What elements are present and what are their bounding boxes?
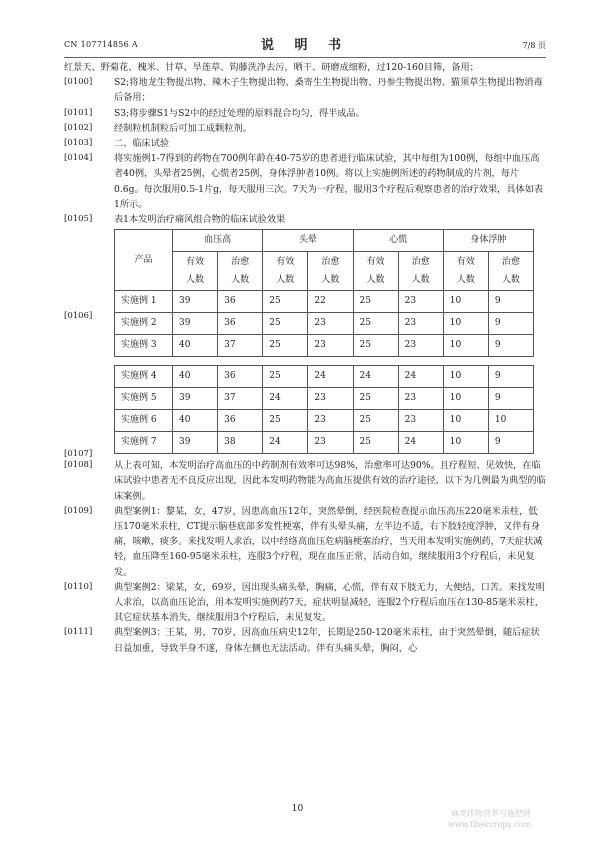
table-cell: 39 [173,432,218,454]
table-cell: 24 [263,432,308,454]
paragraph-text: 典型案例2：梁某，女，69岁，因出现头痛头晕，胸痛，心慌，伴有双下肢无力，大便结，口苦。来找发明人求治，以高血压论治，用本发明实施例药7天，症状明显减轻，连服2个疗程后血压在130-85毫米汞柱，其它症状基本消失，继续服用3个疗程后，未见复发。 [114,581,545,624]
table-cell: 9 [488,366,533,388]
row-label: 实施例 5 [115,388,173,410]
paragraph-text: 将实施例1-7得到的药物在700例年龄在40-75岁的患者进行临床试验，其中每组为100例，每组中血压高者40例，头晕者25例，心慌者25例，身体浮肿者10例。将以上实施例所述的药物制成的片剂，每片0.6g。每次服用0.5-1片g，每天服用三次。7天为一疗程，服用3个疗程后观察患者的治疗效果，具体如表1所示。 [114,153,544,210]
table-cell: 36 [218,291,263,313]
paragraph [64,580,546,626]
paragraphs-bottom [64,458,546,656]
watermark [448,808,531,830]
patent-number: CN 107714856 A [64,40,138,49]
document-title: 说 明 书 [260,38,350,53]
subheader-line: 有效 [186,257,205,268]
paragraph [64,75,546,105]
table-cell: 10 [443,410,488,432]
table-cell: 9 [488,388,533,410]
table-row [115,366,534,388]
row-label: 实施例 7 [115,432,173,454]
page-indicator: 7/8 页 [522,41,546,50]
subheader-cell [488,252,533,291]
table-cell: 25 [263,335,308,357]
table-cell: 25 [353,432,398,454]
paragraph-number: [0105] [64,214,93,225]
table-cell: 23 [308,388,353,410]
subheader-cell [398,252,443,291]
subheader-cell [263,252,308,291]
group-header: 血压高 [173,230,263,252]
paragraph-number: [0103] [64,138,93,149]
subheader-line: 有效 [456,257,475,268]
table-group-header-row [115,230,534,252]
table-row [115,432,534,454]
table-cell: 39 [173,291,218,313]
table-cell: 10 [443,313,488,335]
paragraph [64,212,546,227]
subheader-cell [308,252,353,291]
row-label: 实施例 1 [115,291,173,313]
row-label: 实施例 4 [115,366,173,388]
paragraph-number: [0102] [64,122,93,133]
table-cell: 37 [218,388,263,410]
table-cell: 40 [173,366,218,388]
table-cell: 25 [263,291,308,313]
paragraph-number: [0111] [64,627,93,638]
table-cell: 36 [218,410,263,432]
table-cell: 9 [488,335,533,357]
paragraph [64,121,546,136]
row-label: 实施例 3 [115,335,173,357]
table-cell: 9 [488,291,533,313]
paragraph-text: 从上表可知，本发明治疗高血压的中药制剂有效率可达98%，治愈率可达90%。且疗程短、见效快，在临床试验中患者无不良反应出现，因此本发明药物能为高血压提供有效的治疗途径，以下为几例最为典型的临床案例。 [114,460,546,502]
paragraph-number: [0100] [64,77,93,88]
table-cell: 22 [308,291,353,313]
subheader-line: 人数 [186,275,205,286]
subheader-line: 治愈 [231,257,250,268]
table-cell: 23 [308,335,353,357]
group-header: 头晕 [263,230,353,252]
product-column-header: 产品 [115,230,173,291]
table-cell: 39 [173,388,218,410]
table-cell: 24 [398,432,443,454]
table-cell: 36 [218,366,263,388]
table-cell: 23 [398,388,443,410]
results-table-section [64,229,546,460]
paragraphs-top [64,60,546,227]
paragraph-text: 经制粒机制粒后可加工成颗粒剂。 [114,122,252,134]
subheader-line: 人数 [231,275,250,286]
paragraph [64,151,546,212]
row-label: 实施例 2 [115,313,173,335]
subheader-line: 治愈 [411,257,430,268]
table-cell: 10 [443,291,488,313]
table-cell: 36 [218,313,263,335]
table-cell: 10 [488,410,533,432]
table-cell: 23 [308,432,353,454]
group-header: 心慌 [353,230,443,252]
paragraph [64,625,546,655]
document-body [64,60,546,656]
table-row [115,335,534,357]
clinical-results-table-2 [114,365,534,454]
subheader-line: 人数 [411,275,430,286]
subheader-line: 人数 [276,275,295,286]
table-cell: 23 [308,313,353,335]
paragraph-number: [0101] [64,107,93,118]
subheader-line: 人数 [456,275,475,286]
page-number: 10 [291,804,304,814]
paragraph-number: [0110] [64,581,93,592]
table-cell: 24 [263,388,308,410]
table-cell: 25 [263,410,308,432]
subheader-line: 人数 [366,275,385,286]
table-cell: 25 [353,335,398,357]
table-cell: 24 [398,366,443,388]
paragraph [64,136,546,151]
subheader-line: 有效 [366,257,385,268]
table-row [115,291,534,313]
paragraph [64,60,546,75]
watermark-text: 麻类作物营养与施肥网 [450,809,531,818]
subheader-cell [173,252,218,291]
group-header: 身体浮肿 [443,230,533,252]
table-cell: 39 [173,313,218,335]
table-cell: 37 [218,335,263,357]
clinical-results-table-1 [114,229,534,357]
table-row [115,313,534,335]
paragraph-text: 典型案例3：王某，男，70岁，因高血压病史12年，长期是250-120毫米汞柱，由于突然晕倒，随后症状日益加重，导致半身不遂，身体左侧也无法活动。伴有头痛头晕，胸闷，心 [114,627,540,654]
table-cell: 23 [398,313,443,335]
paragraph [64,458,546,504]
page-header [64,28,546,58]
table-cell: 23 [308,410,353,432]
table-cell: 25 [353,291,398,313]
subheader-line: 有效 [276,257,295,268]
subheader-cell [443,252,488,291]
paragraph-number: [0108] [64,460,93,471]
table-row [115,388,534,410]
table-cell: 38 [218,432,263,454]
table-cell: 9 [488,313,533,335]
subheader-cell [353,252,398,291]
table-cell: 10 [443,335,488,357]
table-cell: 23 [398,291,443,313]
subheader-line: 治愈 [321,257,340,268]
table-subheader-row [115,252,534,291]
paragraph [64,106,546,121]
subheader-cell [218,252,263,291]
table-cell: 24 [353,366,398,388]
table-cell: 40 [173,335,218,357]
paragraph-text: 典型案例1：黎某，女，47岁，因患高血压12年，突然晕倒，经医院检查提示血压高压220毫米汞柱，低压170毫米汞柱，CT提示脑巷底部多发性梗塞，伴有头晕头痛，左半边不适，右下肢轻度浮肿，又伴有身痛，咳嗽，痰多。来找发明人求治，以中经络高血压危病脑梗塞治疗，当天用本发明实施例药，7天症状减轻，血压降至160-95毫米汞柱，连服3个疗程，现在血压正常，活动自如，继续服用3个疗程后，未见复发。 [114,505,543,578]
table-cell: 40 [173,410,218,432]
table-cell: 25 [263,366,308,388]
paragraph-number: [0104] [64,153,93,164]
table-paragraph-number: [0107] [64,449,93,460]
table-cell: 25 [353,410,398,432]
paragraph-text: 二、临床试验 [114,138,170,150]
paragraph-text: S3;将步骤S1与S2中的经过处理的原料混合均匀，得半成品。 [114,107,365,119]
table-cell: 23 [398,335,443,357]
subheader-line: 人数 [501,275,520,286]
table-cell: 24 [308,366,353,388]
table-cell: 9 [488,432,533,454]
table-cell: 25 [263,313,308,335]
table-cell: 10 [443,366,488,388]
table-cell: 25 [353,313,398,335]
table-row [115,410,534,432]
subheader-line: 人数 [321,275,340,286]
table-paragraph-number: [0106] [64,311,93,322]
watermark-url: www.fibercrops.com [448,820,531,829]
paragraph-number: [0109] [64,505,93,516]
row-label: 实施例 6 [115,410,173,432]
table-cell: 23 [398,410,443,432]
paragraph [64,504,546,580]
paragraph-text: S2;将地龙生物提出物、辣木子生物提出物、桑寄生生物提出物、丹参生物提出物、猫须草生物提出物消毒后备用； [114,77,543,104]
paragraph-text: 红景天、野菊花、槐米、甘草、旱莲草、钩藤洗净去污，晒干、研磨成细粉，过120-160目筛，备用； [64,62,479,73]
table-cell: 25 [353,388,398,410]
subheader-line: 治愈 [501,257,520,268]
table-cell: 10 [443,388,488,410]
table-cell: 10 [443,432,488,454]
paragraph-text: 表1本发明治疗痛风组合物的临床试验效果 [114,214,286,226]
